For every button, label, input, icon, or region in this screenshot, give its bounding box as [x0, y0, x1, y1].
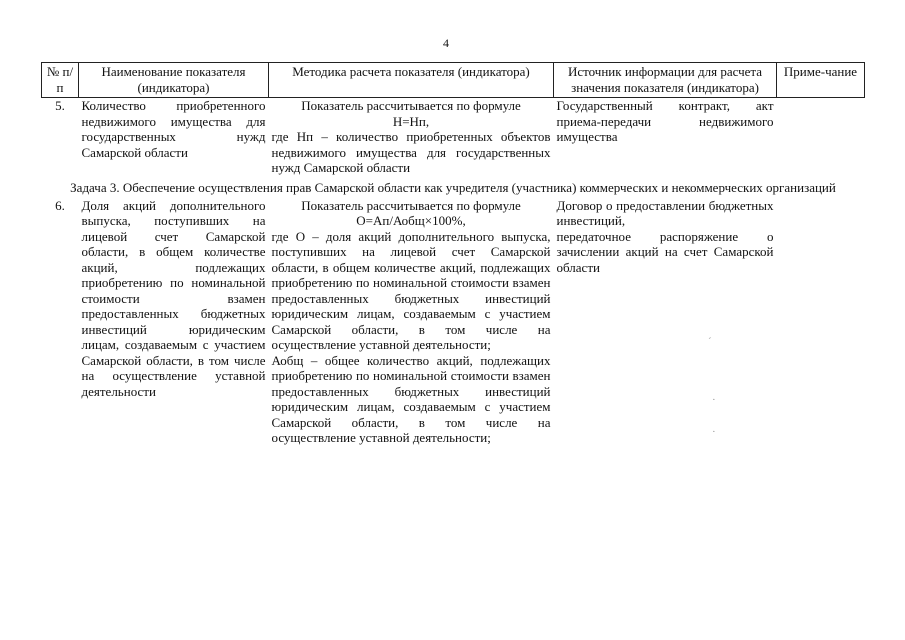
method-definition-total: Аобщ – общее количество акций, подлежащих приобретению по номинальной стоимости взамен предоставленных бюджетных инвестиций юридическим лицам, создаваемым с участием Самарской области, в том числе на осуществление уставной деятельности;	[271, 352, 551, 445]
table-header	[42, 63, 865, 98]
method-formula: О=Ап/Аобщ×100%,	[356, 213, 466, 228]
task-heading: Задача 3. Обеспечение осуществления прав Самарской области как учредителя (участника) коммерческих и некоммерческих организаций	[70, 179, 836, 195]
calculation-method	[269, 98, 554, 176]
method-formula: Н=Нп,	[392, 113, 430, 129]
table-row	[42, 198, 865, 446]
method-definition-share: где О – доля акций дополнительного выпуска, поступивших на лицевой счет Самарской области, в общем количестве акций, подлежащих приобретению по номинальной стоимости взамен предоставленных бюджетных инвестиций юридическим лицам, создаваемым с участием Самарской области, в том числе на осуществление уставной деятельности;	[271, 228, 551, 352]
table-body	[42, 98, 865, 446]
source-contract: Договор о предоставлении бюджетных инвестиций,	[556, 197, 774, 228]
scan-speck: ´	[708, 336, 712, 348]
row-number: 6.	[55, 197, 65, 213]
header-row	[42, 63, 865, 98]
page-number: 4	[443, 36, 449, 50]
header-indicator-name: Наименование показателя (индикатора)	[79, 63, 269, 98]
method-definition: где Нп – количество приобретенных объектов недвижимого имущества для государственных нужд Самарской области	[271, 129, 551, 175]
header-note: Приме-чание	[777, 63, 865, 98]
note-cell	[777, 198, 865, 446]
method-intro: Показатель рассчитывается по формуле	[301, 98, 521, 113]
information-source: Государственный контракт, акт приема-передачи недвижимого имущества	[556, 98, 774, 144]
indicator-name: Количество приобретенного недвижимого имущества для государственных нужд Самарской области	[81, 98, 266, 160]
source-transfer-order: передаточное распоряжение о зачислении акций на счет Самарской области	[556, 228, 774, 275]
scan-speck: ·	[712, 394, 716, 406]
row-number: 5.	[55, 98, 65, 113]
indicators-table	[41, 62, 865, 446]
header-information-source: Источник информации для расчета значения показателя (индикатора)	[554, 63, 777, 98]
task-row	[42, 176, 865, 198]
note-cell	[777, 98, 865, 176]
method-intro: Показатель рассчитывается по формуле	[301, 197, 521, 213]
information-source	[554, 198, 777, 446]
header-number: № п/п	[42, 63, 79, 98]
calculation-method	[269, 198, 554, 446]
scan-speck: ·	[712, 426, 716, 438]
header-calculation-method: Методика расчета показателя (индикатора)	[269, 63, 554, 98]
table-row	[42, 98, 865, 176]
indicator-name: Доля акций дополнительного выпуска, поступивших на лицевой счет Самарской области, в общем количестве акций, подлежащих приобретению по номинальной стоимости взамен предоставленных бюджетных инвестиций юридическим лицам, создаваемым с участием Самарской области, в том числе на осуществление уставной деятельности	[81, 197, 266, 399]
